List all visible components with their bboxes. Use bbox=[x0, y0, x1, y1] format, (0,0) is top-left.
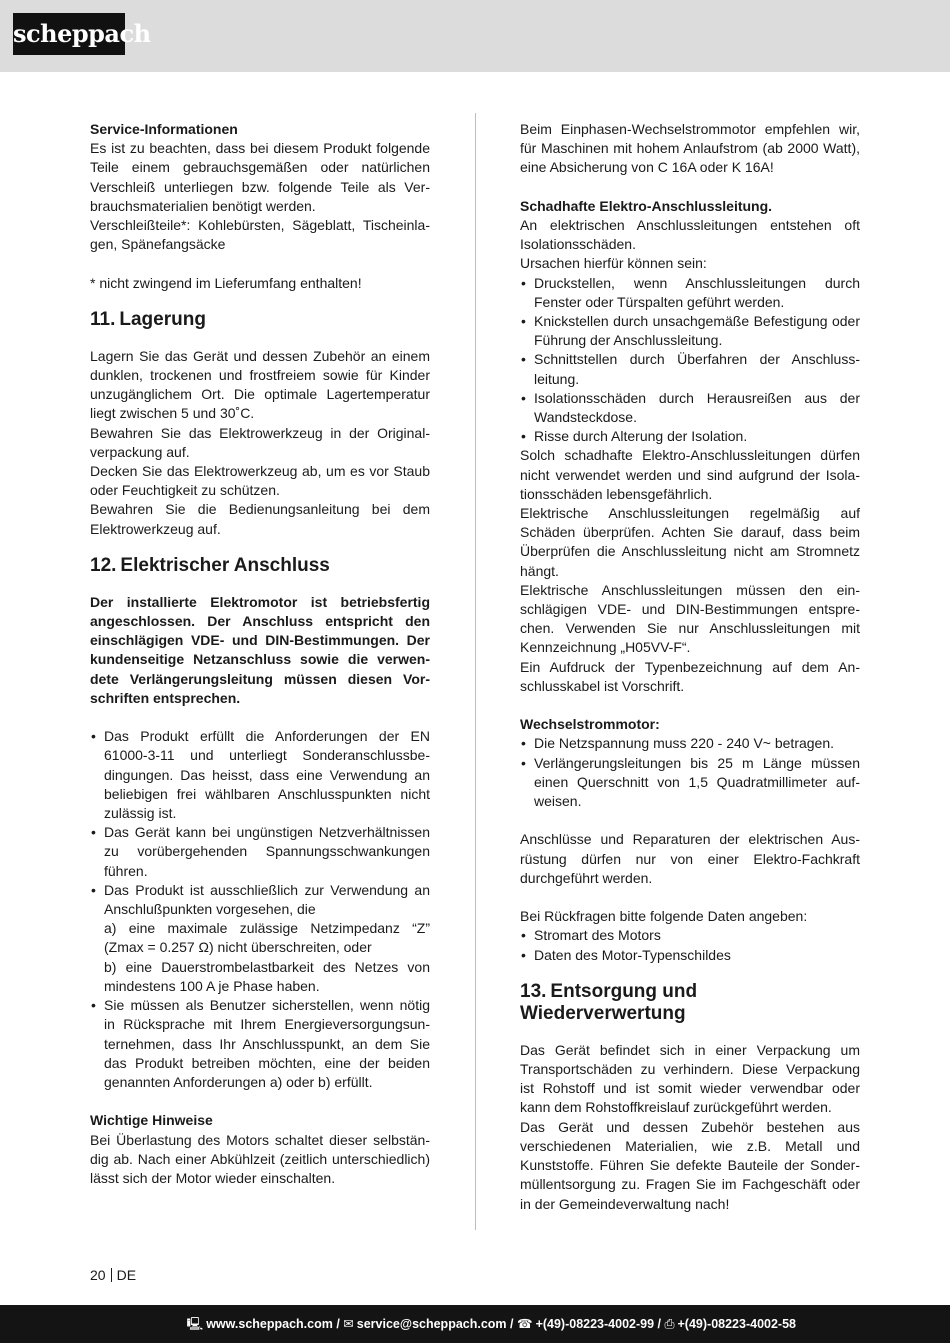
wear-parts-text: Verschleißteile*: Kohlebürsten, Sägeblatt, Tischeinlagen, Spänefangsäcke bbox=[90, 217, 430, 253]
damaged-cable-text: Ein Aufdruck der Typenbezeichnung auf dem Anschlusskabel ist Vorschrift. bbox=[520, 658, 860, 694]
page-number-value: 20 bbox=[90, 1267, 106, 1283]
list-item: • Die Netzspannung muss 220 - 240 V~ betragen. bbox=[520, 734, 860, 753]
mail-icon: ✉ bbox=[343, 1317, 354, 1331]
list-item bbox=[90, 881, 430, 996]
electrical-requirements-list bbox=[90, 727, 430, 1092]
damaged-cable-text: Ursachen hierfür können sein: bbox=[520, 255, 707, 272]
motor-fuse-text: Beim Einphasen-Wechselstrommotor empfehlen wir, für Maschinen mit hohem Anlaufstrom (ab 2000 Watt), eine Absicherung von C 16A oder K 16A! bbox=[520, 121, 860, 176]
section-13-number: 13. bbox=[520, 980, 547, 1002]
damaged-cable-text: An elektrischen Anschlussleitungen entstehen oft Isolationsschäden. bbox=[520, 217, 860, 253]
damaged-cable-text: Solch schadhafte Elektro-Anschlussleitungen dürfen nicht verwendet werden und sind aufgrund der Isolationsschäden lebensgefährlich. bbox=[520, 447, 860, 502]
important-notes-heading: Wichtige Hinweise bbox=[90, 1112, 213, 1129]
right-column bbox=[520, 120, 860, 1214]
important-notes-text: Bei Überlastung des Motors schaltet dieser selbständig ab. Nach einer Abkühlzeit (zeitlich unterschiedlich) lässt sich der Motor wieder einschalten. bbox=[90, 1131, 430, 1186]
damaged-cable-text: Elektrische Anschlussleitungen regelmäßig auf Schäden überprüfen. Achten Sie darauf, dass beim Überprüfen die Anschlussleitung nicht am Stromnetz hängt. bbox=[520, 505, 860, 579]
section-11-heading bbox=[90, 303, 430, 347]
list-item: • Druckstellen, wenn Anschlussleitungen durch Fenster oder Türspalten geführt werden. bbox=[520, 274, 860, 312]
section-13-heading bbox=[520, 975, 860, 1041]
section-11-number: 11. bbox=[90, 308, 116, 330]
footer-email[interactable]: service@scheppach.com / bbox=[356, 1317, 514, 1331]
list-item-intro: • Das Produkt ist ausschließlich zur Verwendung an Anschlußpunkten vorgesehen, die bbox=[104, 881, 430, 918]
list-item: • Daten des Motor-Typenschildes bbox=[520, 946, 860, 965]
list-item: • Sie müssen als Benutzer sicherstellen, wenn nötig in Rücksprache mit Ihrem Energieversorgungsunternehmen, dass Ihr Anschlusspunkt, an dem Sie das Produkt betreiben möchten, eine der beiden genannten Anforderungen a) oder b) erfüllt. bbox=[90, 996, 430, 1092]
section-12-title: Elektrischer Anschluss bbox=[120, 554, 330, 576]
electrical-intro-bold: Der installierte Elektromotor ist betriebsfertig angeschlossen. Der Anschluss entspricht den einschlägigen VDE- und DIN-Bestimmungen. Der kundenseitige Netzanschluss sowie die verwendete Verlängerungsleitung müssen diesen Vorschriften entsprechen. bbox=[90, 593, 430, 706]
repairs-text: Anschlüsse und Reparaturen der elektrischen Ausrüstung dürfen nur von einer Elektro-Fachkraft durchgeführt werden. bbox=[520, 831, 860, 886]
page-number bbox=[90, 1266, 136, 1284]
list-item: • Das Produkt erfüllt die Anforderungen der EN 61000-3-11 und unterliegt Sonderanschlussbedingungen. Das heisst, dass eine Verwendung an beliebigen frei wählbaren Anschlusspunkten nicht zulässig ist. bbox=[90, 727, 430, 823]
queries-text: Bei Rückfragen bitte folgende Daten angeben: bbox=[520, 908, 808, 925]
page-number-separator bbox=[111, 1268, 112, 1282]
list-item: • Knickstellen durch unsachgemäße Befestigung oder Führung der Anschlussleitung. bbox=[520, 312, 860, 350]
phone-icon: ☎ bbox=[516, 1317, 533, 1331]
footnote: * nicht zwingend im Lieferumfang enthalten! bbox=[90, 274, 362, 291]
list-item: • Stromart des Motors bbox=[520, 926, 860, 945]
list-item-option-b: b) eine Dauerstrombelastbarkeit des Netzes von mindestens 100 A je Phase haben. bbox=[104, 958, 430, 994]
computer-icon: 🖳 bbox=[186, 1317, 204, 1331]
storage-paragraph: Lagern Sie das Gerät und dessen Zubehör an einem dunklen, trockenen und frostfreiem sowie für Kinder unzugänglichem Ort. Die optimale Lagertemperatur liegt zwischen 5 und 30˚C. bbox=[90, 347, 430, 422]
section-12-number: 12. bbox=[90, 554, 117, 576]
disposal-paragraph: Das Gerät und dessen Zubehör bestehen aus verschiedenen Materialien, wie z.B. Metall und Kunststoffe. Führen Sie defekte Bauteile der Sondermüllentsorgung zu. Fragen Sie im Fachgeschäft oder in der Gemeindeverwaltung nach! bbox=[520, 1118, 860, 1212]
list-item: • Isolationsschäden durch Herausreißen aus der Wandsteckdose. bbox=[520, 389, 860, 427]
damaged-cable-heading: Schadhafte Elektro-Anschlussleitung. bbox=[520, 197, 773, 214]
damage-causes-list bbox=[520, 274, 860, 447]
section-11-title: Lagerung bbox=[119, 308, 206, 330]
page-language: DE bbox=[116, 1267, 137, 1283]
list-item: • Risse durch Alterung der Isolation. bbox=[520, 427, 860, 446]
service-info-heading: Service-Informationen bbox=[90, 121, 238, 137]
ac-motor-heading: Wechselstrommotor: bbox=[520, 716, 660, 733]
disposal-paragraph: Das Gerät befindet sich in einer Verpackung um Transportschäden zu verhindern. Diese Verpackung ist Rohstoff und ist somit wieder verwendbar oder kann dem Rohstoffkreislauf zurückgeführt werden. bbox=[520, 1041, 860, 1116]
page-header bbox=[0, 0, 950, 72]
brand-logo: scheppach bbox=[13, 13, 125, 55]
storage-paragraph: Decken Sie das Elektrowerkzeug ab, um es vor Staub oder Feuchtigkeit zu schützen. bbox=[90, 463, 430, 499]
damaged-cable-text: Elektrische Anschlussleitungen müssen den einschlägigen VDE- und DIN-Bestimmungen entsprechen. Verwenden Sie nur Anschlussleitungen mit Kennzeichnung „H05VV-F“. bbox=[520, 581, 860, 656]
service-info-text: Es ist zu beachten, dass bei diesem Produkt folgende Teile einem gebrauchsgemäßen oder natürlichen Verschleiß unterliegen bzw. folgende Teile als Verbrauchsmaterialien benötigt werden. bbox=[90, 140, 430, 214]
storage-paragraph: Bewahren Sie das Elektrowerkzeug in der Originalverpackung auf. bbox=[90, 424, 430, 460]
ac-motor-list bbox=[520, 734, 860, 811]
column-divider bbox=[475, 113, 476, 1230]
left-column bbox=[90, 120, 430, 1188]
page-footer bbox=[0, 1305, 950, 1343]
section-13-title: Entsorgung und Wiederverwertung bbox=[520, 980, 698, 1024]
footer-website[interactable]: www.scheppach.com / bbox=[206, 1317, 340, 1331]
footer-phone: +(49)-08223-4002-99 / bbox=[535, 1317, 661, 1331]
fax-icon: ⎙ bbox=[664, 1317, 675, 1331]
list-item: • Schnittstellen durch Überfahren der Anschlussleitung. bbox=[520, 350, 860, 388]
query-data-list bbox=[520, 926, 860, 964]
list-item: • Das Gerät kann bei ungünstigen Netzverhältnissen zu vorübergehenden Spannungsschwankungen führen. bbox=[90, 823, 430, 881]
list-item: • Verlängerungsleitungen bis 25 m Länge müssen einen Querschnitt von 1,5 Quadratmillimeter aufweisen. bbox=[520, 754, 860, 812]
section-12-heading bbox=[90, 549, 430, 593]
footer-fax: +(49)-08223-4002-58 bbox=[677, 1317, 796, 1331]
list-item-option-a: a) eine maximale zulässige Netzimpedanz “Z” (Zmax = 0.257 Ω) nicht überschreiten, oder bbox=[104, 920, 430, 956]
storage-paragraph: Bewahren Sie die Bedienungsanleitung bei dem Elektrowerkzeug auf. bbox=[90, 501, 430, 537]
